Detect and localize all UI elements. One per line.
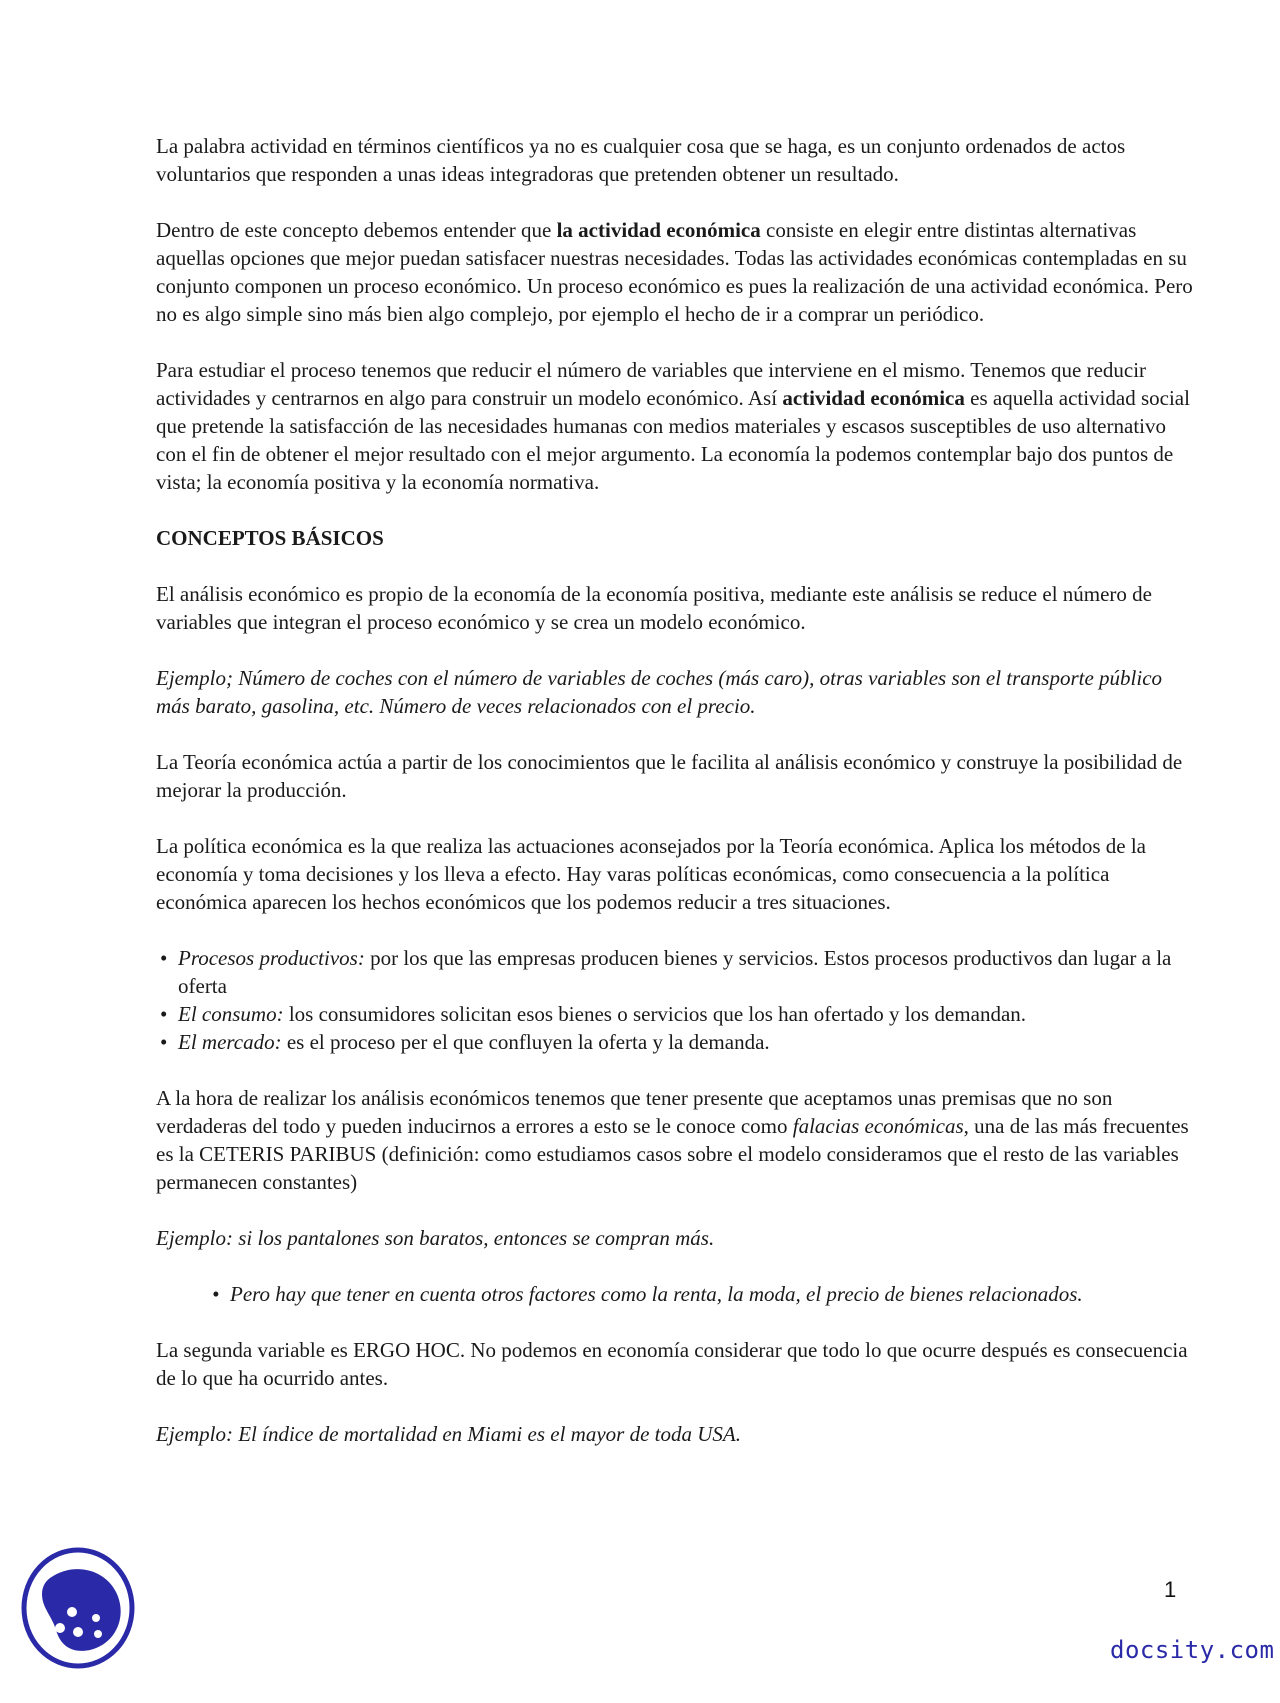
paragraph-8-text-a: A la hora de realizar los análisis económicos tenemos que tener presente que aceptamos unas premisas que no son verdaderas del todo y pueden inducirnos a errores a esto se le conoce como [156, 1086, 1113, 1138]
example-3: Ejemplo: El índice de mortalidad en Miami es el mayor de toda USA. [156, 1422, 741, 1446]
example-2: Ejemplo: si los pantalones son baratos, entonces se compran más. [156, 1226, 715, 1250]
paragraph-2 [156, 216, 1196, 328]
paragraph-2-text-b: consiste en elegir entre distintas alternativas aquellas opciones que mejor puedan satisfacer nuestras necesidades. Todas las actividades económicas contempladas en su conjunto componen un proceso económico. Un proceso económico es pues la realización de una actividad económica. Pero no es algo simple sino más bien algo complejo, por ejemplo el hecho de ir a comprar un periódico. [156, 218, 1193, 326]
document-body [156, 132, 1196, 1476]
paragraph-1: La palabra actividad en términos científicos ya no es cualquier cosa que se haga, es un conjunto ordenados de actos voluntarios que responden a unas ideas integradoras que pretenden obtener un resultado. [156, 134, 1126, 186]
docsity-logo-icon [20, 1546, 136, 1670]
paragraph-3-text-a: Para estudiar el proceso tenemos que reducir el número de variables que interviene en el mismo. Tenemos que reducir actividades y centrarnos en algo para construir un modelo económico. Así [156, 358, 1147, 410]
paragraph-7: La política económica es la que realiza las actuaciones aconsejados por la Teoría económica. Aplica los métodos de la economía y toma decisiones y los lleva a efecto. Hay varas políticas económicas, como consecuencia a la política económica aparecen los hechos económicos que los podemos reducir a tres situaciones. [156, 834, 1146, 914]
paragraph-8 [156, 1084, 1196, 1196]
paragraph-3-text-b: es aquella actividad social que pretende la satisfacción de las necesidades humanas con medios materiales y escasos susceptibles de uso alternativo con el fin de obtener el mejor resultado con el mejor argumento. La economía la podemos contemplar bajo dos puntos de vista; la economía positiva y la economía normativa. [156, 386, 1190, 494]
paragraph-8-italic: falacias económicas [792, 1114, 964, 1138]
list-item-term: El consumo: [178, 1002, 284, 1026]
paragraph-3 [156, 356, 1196, 496]
paragraph-4: El análisis económico es propio de la economía de la economía positiva, mediante este análisis se reduce el número de variables que integran el proceso económico y se crea un modelo económico. [156, 582, 1152, 634]
paragraph-10: La segunda variable es ERGO HOC. No podemos en economía considerar que todo lo que ocurre después es consecuencia de lo que ha ocurrido antes. [156, 1338, 1188, 1390]
list-item [158, 944, 1196, 1000]
section-heading: CONCEPTOS BÁSICOS [156, 526, 384, 550]
note-item: • Pero hay que tener en cuenta otros factores como la renta, la moda, el precio de bienes relacionados. [210, 1280, 1196, 1308]
docsity-watermark-link[interactable]: docsity.com [1110, 1636, 1275, 1664]
example-1: Ejemplo; Número de coches con el número de variables de coches (más caro), otras variables son el transporte público más barato, gasolina, etc. Número de veces relacionados con el precio. [156, 666, 1163, 718]
list-item-term: El mercado: [178, 1030, 282, 1054]
paragraph-2-text-a: Dentro de este concepto debemos entender que [156, 218, 557, 242]
situations-list [156, 944, 1196, 1056]
list-item-term: Procesos productivos: [178, 946, 365, 970]
list-item-text: es el proceso per el que confluyen la oferta y la demanda. [281, 1030, 770, 1054]
paragraph-3-bold: actividad económica [782, 386, 965, 410]
list-item-text: los consumidores solicitan esos bienes o servicios que los han ofertado y los demandan. [283, 1002, 1027, 1026]
note-list [156, 1280, 1196, 1308]
paragraph-8-text-b: , una de las más frecuentes es la CETERIS PARIBUS (definición: como estudiamos casos sobre el modelo consideramos que el resto de las variables permanecen constantes) [156, 1114, 1189, 1194]
page-number: 1 [1164, 1577, 1177, 1602]
list-item [158, 1028, 1196, 1056]
list-item-text: por los que las empresas producen bienes y servicios. Estos procesos productivos dan lugar a la oferta [178, 946, 1172, 998]
paragraph-2-bold: la actividad económica [556, 218, 761, 242]
list-item [158, 1000, 1196, 1028]
paragraph-6: La Teoría económica actúa a partir de los conocimientos que le facilita al análisis económico y construye la posibilidad de mejorar la producción. [156, 750, 1183, 802]
